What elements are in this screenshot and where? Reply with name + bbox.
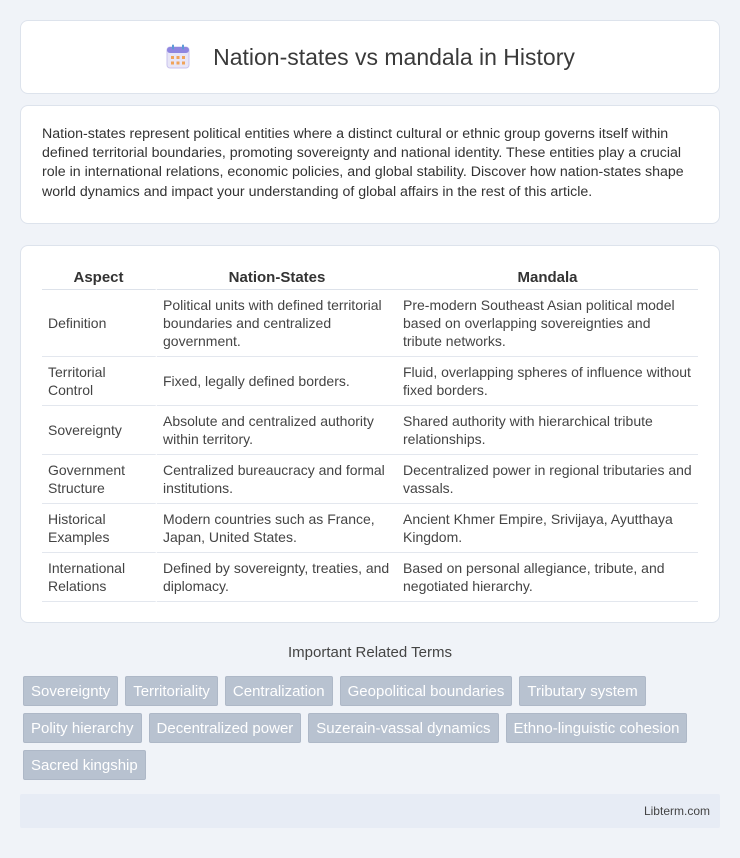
intro-card — [20, 105, 720, 224]
related-term-tag[interactable]: Sovereignty — [23, 676, 118, 706]
related-term-tag[interactable]: Suzerain-vassal dynamics — [308, 713, 498, 743]
footer — [20, 794, 720, 828]
calendar-icon — [165, 44, 191, 70]
table-cell: Pre-modern Southeast Asian political model based on overlapping sovereignties and tribute networks. — [397, 290, 698, 357]
intro-text: Nation-states represent political entities where a distinct cultural or ethnic group governs itself within defined territorial boundaries, promoting sovereignty and national identity. These entities play a crucial role in international relations, economic policies, and global stability. Discover how nation-states shape world dynamics and impact your understanding of global affairs in the rest of this article. — [42, 126, 684, 200]
table-cell: Modern countries such as France, Japan, United States. — [157, 504, 397, 553]
table-cell: Government Structure — [42, 455, 157, 504]
table-cell: International Relations — [42, 553, 157, 602]
table-row — [42, 553, 698, 602]
related-term-tag[interactable]: Ethno-linguistic cohesion — [506, 713, 688, 743]
related-term-tag[interactable]: Centralization — [225, 676, 333, 706]
table-cell: Fluid, overlapping spheres of influence without fixed borders. — [397, 357, 698, 406]
table-cell: Territorial Control — [42, 357, 157, 406]
column-header: Aspect — [42, 266, 157, 290]
table-row — [42, 504, 698, 553]
related-term-tag[interactable]: Geopolitical boundaries — [340, 676, 513, 706]
table-cell: Ancient Khmer Empire, Srivijaya, Ayutthaya Kingdom. — [397, 504, 698, 553]
table-cell: Absolute and centralized authority within territory. — [157, 406, 397, 455]
table-row — [42, 406, 698, 455]
table-cell: Sovereignty — [42, 406, 157, 455]
page-title: Nation-states vs mandala in History — [213, 43, 575, 70]
title-card — [20, 20, 720, 94]
table-cell: Fixed, legally defined borders. — [157, 357, 397, 406]
table-cell: Centralized bureaucracy and formal institutions. — [157, 455, 397, 504]
table-cell: Based on personal allegiance, tribute, and negotiated hierarchy. — [397, 553, 698, 602]
footer-site-link[interactable]: Libterm.com — [643, 804, 710, 818]
related-terms-title: Important Related Terms — [288, 644, 452, 661]
table-row — [42, 290, 698, 357]
related-terms-list — [23, 676, 703, 780]
comparison-card — [20, 245, 720, 623]
column-header: Nation-States — [157, 266, 397, 290]
related-term-tag[interactable]: Sacred kingship — [23, 750, 146, 780]
related-term-tag[interactable]: Decentralized power — [149, 713, 302, 743]
table-row — [42, 357, 698, 406]
related-term-tag[interactable]: Tributary system — [519, 676, 645, 706]
column-header: Mandala — [397, 266, 698, 290]
table-cell: Historical Examples — [42, 504, 157, 553]
table-row — [42, 455, 698, 504]
table-cell: Definition — [42, 290, 157, 357]
table-cell: Political units with defined territorial boundaries and centralized government. — [157, 290, 397, 357]
table-cell: Decentralized power in regional tributaries and vassals. — [397, 455, 698, 504]
related-term-tag[interactable]: Polity hierarchy — [23, 713, 142, 743]
table-cell: Defined by sovereignty, treaties, and diplomacy. — [157, 553, 397, 602]
table-cell: Shared authority with hierarchical tribute relationships. — [397, 406, 698, 455]
related-term-tag[interactable]: Territoriality — [125, 676, 218, 706]
comparison-table — [42, 266, 698, 602]
table-header-row — [42, 266, 698, 290]
